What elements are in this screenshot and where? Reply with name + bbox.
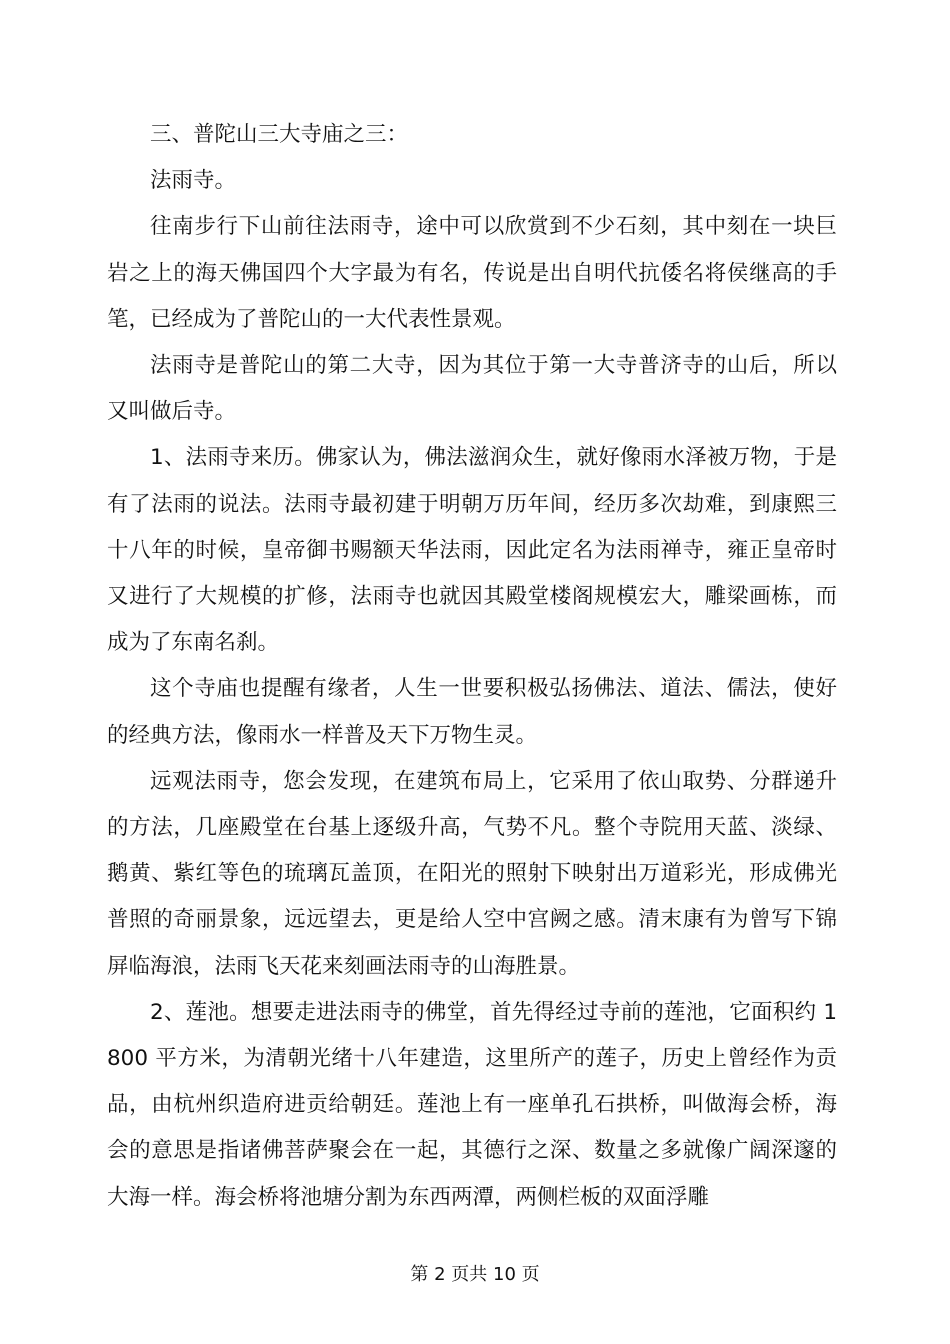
paragraph: 法雨寺是普陀山的第二大寺，因为其位于第一大寺普济寺的山后，所以又叫做后寺。 [107, 353, 837, 425]
paragraph: 远观法雨寺，您会发现，在建筑布局上，它采用了依山取势、分群递升的方法，几座殿堂在台基上逐级升高，气势不凡。整个寺院用天蓝、淡绿、鹅黄、紫红等色的琉璃瓦盖顶，在阳光的照射下映射出万道彩光，形成佛光普照的奇丽景象，远远望去，更是给人空中宫阙之感。清末康有为曾写下锦屏临海浪，法雨飞天花来刻画法雨寺的山海胜景。 [107, 768, 837, 979]
page-number-footer: 第 2 页共 10 页 [410, 1264, 540, 1285]
paragraph: 2、莲池。想要走进法雨寺的佛堂，首先得经过寺前的莲池，它面积约 1800 平方米，为清朝光绪十八年建造，这里所产的莲子，历史上曾经作为贡品，由杭州织造府进贡给朝廷。莲池上有一座单孔石拱桥，叫做海会桥，海会的意思是指诸佛菩萨聚会在一起，其德行之深、数量之多就像广阔深邃的大海一样。海会桥将池塘分割为东西两潭，两侧栏板的双面浮雕 [107, 999, 837, 1210]
paragraph: 往南步行下山前往法雨寺，途中可以欣赏到不少石刻，其中刻在一块巨岩之上的海天佛国四个大字最为有名，传说是出自明代抗倭名将侯继高的手笔，已经成为了普陀山的一大代表性景观。 [107, 214, 837, 332]
section-heading: 三、普陀山三大寺庙之三： [150, 122, 409, 147]
paragraph: 这个寺庙也提醒有缘者，人生一世要积极弘扬佛法、道法、儒法，使好的经典方法，像雨水一样普及天下万物生灵。 [107, 676, 837, 748]
paragraph: 1、法雨寺来历。佛家认为，佛法滋润众生，就好像雨水泽被万物，于是有了法雨的说法。法雨寺最初建于明朝万历年间，经历多次劫难，到康熙三十八年的时候，皇帝御书赐额天华法雨，因此定名为法雨禅寺，雍正皇帝时又进行了大规模的扩修，法雨寺也就因其殿堂楼阁规模宏大，雕梁画栋，而成为了东南名刹。 [107, 445, 837, 656]
body-text [107, 112, 837, 1221]
temple-name: 法雨寺。 [150, 168, 237, 194]
